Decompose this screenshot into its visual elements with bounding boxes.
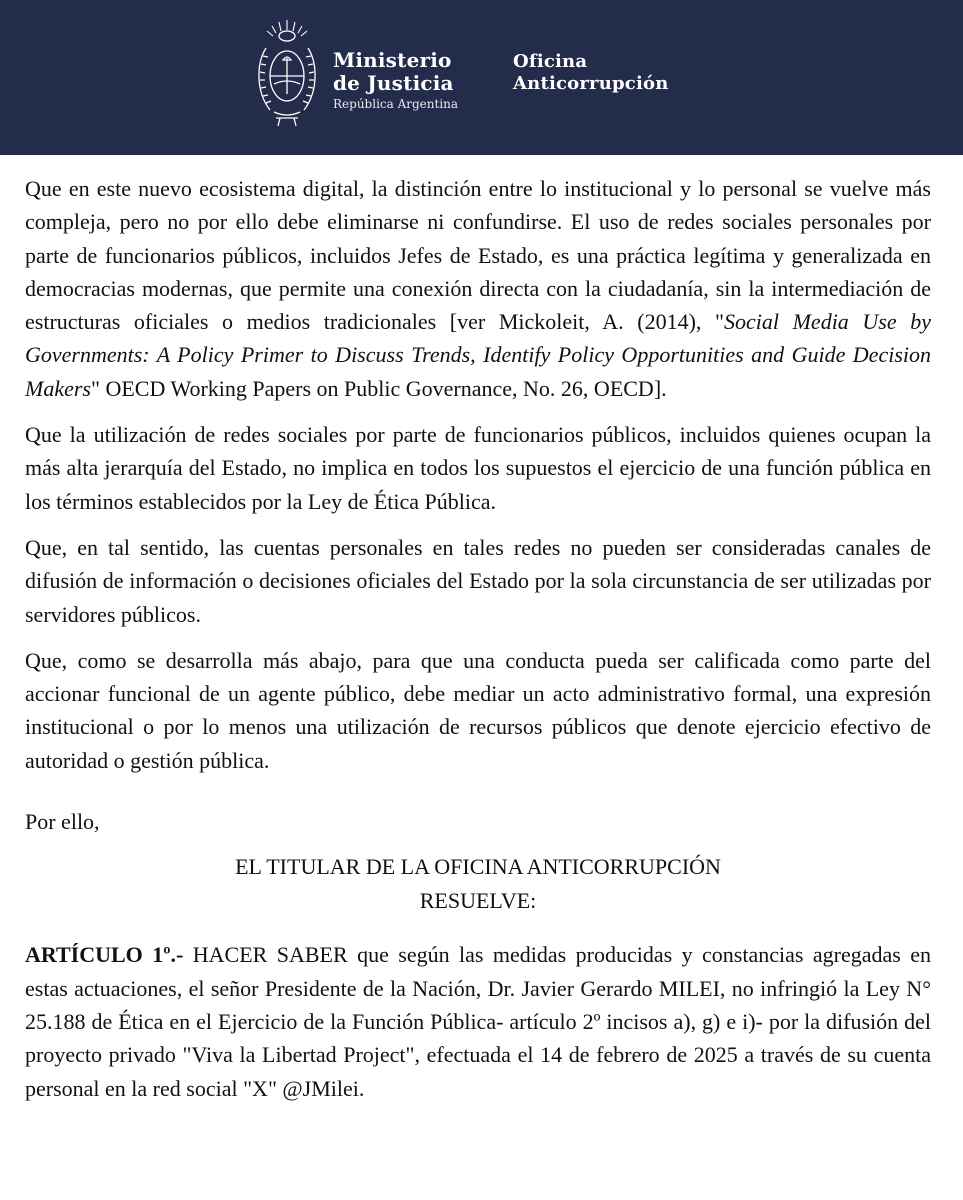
resolution-heading-line1: EL TITULAR DE LA OFICINA ANTICORRUPCIÓN — [235, 854, 721, 880]
coat-of-arms-icon — [252, 18, 322, 130]
ministry-name-line2: de Justicia — [333, 71, 454, 95]
paragraph-1-citation-title: Social Media Use by Governments: A Policy Primer to Discuss Trends, Identify Policy Opportunities and Guide Decision Makers — [25, 309, 931, 401]
paragraph-3: Que, en tal sentido, las cuentas personales en tales redes no pueden ser consideradas canales de difusión de información o decisiones oficiales del Estado por la sola circunstancia de ser utilizadas por servidores públicos. — [25, 534, 931, 627]
office-name-line1: Oficina — [513, 51, 588, 72]
document-body — [25, 172, 931, 1118]
ministry-name-line1: Ministerio — [333, 48, 452, 72]
paragraph-1 — [25, 172, 931, 405]
resolution-heading-line2: RESUELVE: — [419, 888, 537, 914]
ministry-logo-text — [333, 49, 458, 113]
por-ello-line: Por ello, — [25, 809, 100, 835]
header-banner — [0, 0, 963, 155]
resolution-heading — [25, 850, 931, 918]
paragraph-2: Que la utilización de redes sociales por parte de funcionarios públicos, incluidos quienes ocupan la más alta jerarquía del Estado, no implica en todos los supuestos el ejercicio de una función pública en los términos establecidos por la Ley de Ética Pública. — [25, 422, 931, 514]
office-logo-text — [513, 51, 669, 95]
paragraph-4: Que, como se desarrolla más abajo, para que una conducta pueda ser calificada como parte del accionar funcional de un agente público, debe mediar un acto administrativo formal, una expresión institucional o por lo menos una utilización de recursos públicos que denote ejercicio efectivo de autoridad o gestión pública. — [25, 647, 931, 773]
article-1-label: ARTÍCULO 1º.- — [25, 942, 184, 968]
article-1-text: HACER SABER que según las medidas producidas y constancias agregadas en estas actuaciones, el señor Presidente de la Nación, Dr. Javier Gerardo MILEI, no infringió la Ley N° 25.188 de Ética en el Ejercicio de la Función Pública- artículo 2º incisos a), g) e i)- por la difusión del proyecto privado "Viva la Libertad Project", efectuada el 14 de febrero de 2025 a través de su cuenta personal en la red social "X" @JMilei. — [25, 942, 932, 1101]
paragraph-1-text-a: Que en este nuevo ecosistema digital, la distinción entre lo institucional y lo personal se vuelve más compleja, pero no por ello debe eliminarse ni confundirse. El uso de redes sociales personales por parte de funcionarios públicos, incluidos Jefes de Estado, es una práctica legítima y generalizada en democracias modernas, que permite una conexión directa con la ciudadanía, sin la intermediación de estructuras oficiales o medios tradicionales [ver Mickoleit, A. (2014), " — [25, 176, 931, 335]
paragraph-1-text-b: " OECD Working Papers on Public Governance, No. 26, OECD]. — [90, 375, 667, 401]
article-1 — [25, 938, 931, 1104]
ministry-country: República Argentina — [333, 97, 459, 111]
office-name-line2: Anticorrupción — [513, 73, 669, 94]
